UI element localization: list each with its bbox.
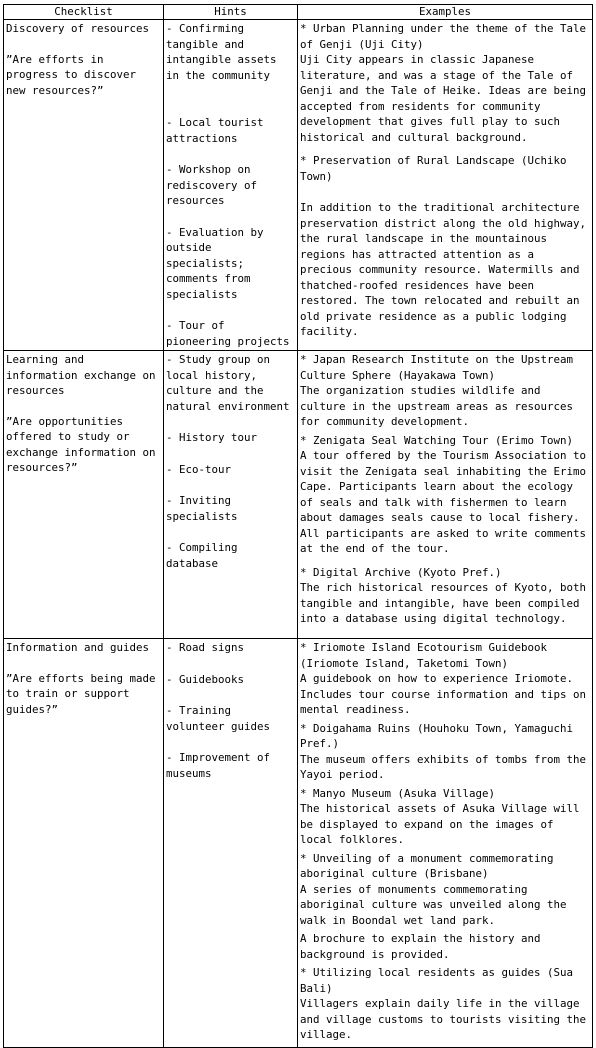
example-text: A series of monuments commemorating aboriginal culture was unveiled along the walk in Boondal wet land park. xyxy=(300,882,567,927)
checklist-title: Information and guides xyxy=(6,641,150,654)
examples-cell xyxy=(298,639,593,1048)
hint-item: - Inviting specialists xyxy=(166,494,238,523)
hint-item: - Tour of pioneering projects xyxy=(166,319,290,348)
example-title: * Preservation of Rural Landscape (Uchiko Town) xyxy=(300,154,567,183)
example-title: * Japan Research Institute on the Upstream Culture Sphere (Hayakawa Town) xyxy=(300,353,574,382)
hint-item: - Confirming tangible and intangible assets in the community xyxy=(166,22,277,82)
examples-cell xyxy=(298,351,593,639)
hint-item: - Guidebooks xyxy=(166,672,245,686)
hint-item: - Road signs xyxy=(166,641,245,654)
example-text: The historical assets of Asuka Village will be displayed to expand on the images of local folklores. xyxy=(300,802,580,846)
hint-item: - Evaluation by outside specialists; comments from specialists xyxy=(166,225,264,301)
hint-item: - Training volunteer guides xyxy=(166,704,271,733)
hints-cell xyxy=(164,20,298,351)
checklist-cell xyxy=(4,639,164,1048)
hints-cell xyxy=(164,351,298,639)
table-header-row xyxy=(4,5,593,20)
hints-cell xyxy=(164,639,298,1048)
example-text: A tour offered by the Tourism Association to visit the Zenigata seal inhabiting the Erimo Cape. Participants learn about the ecology of seals and talk with fishermen to learn about damages seals cause to local fishery. All participants are asked to write comments at the end of the tour. xyxy=(300,449,587,555)
example-title: * Manyo Museum (Asuka Village) xyxy=(300,786,496,800)
checklist-title: Discovery of resources xyxy=(6,22,150,35)
example-text: Uji City appears in classic Japanese literature, and was a stage of the Tale of Genji and the Tale of Heike. Ideas are being accepted from residents for community development that gives full play to such historical and cultural background. xyxy=(300,53,587,144)
hint-item: - Study group on local history, culture and the natural environment xyxy=(166,353,290,413)
hint-item: - Compiling database xyxy=(166,541,238,570)
table-row xyxy=(4,639,593,1048)
examples-cell xyxy=(298,20,593,351)
hint-item: - History tour xyxy=(166,431,258,444)
checklist-question: ”Are opportunities offered to study or exchange information on resources?” xyxy=(6,414,156,474)
example-text: A brochure to explain the history and background is provided. xyxy=(300,932,541,961)
example-title: * Iriomote Island Ecotourism Guidebook (Iriomote Island, Taketomi Town) xyxy=(300,641,548,670)
example-text: Villagers explain daily life in the village and village customs to tourists visiting the village. xyxy=(300,997,587,1041)
example-text: A guidebook on how to experience Iriomote. Includes tour course information and tips on mental readiness. xyxy=(300,672,587,716)
checklist-question: ”Are efforts being made to train or support guides?” xyxy=(6,671,156,716)
checklist-cell xyxy=(4,351,164,639)
table-row xyxy=(4,351,593,639)
example-title: * Urban Planning under the theme of the Tale of Genji (Uji City) xyxy=(300,22,587,51)
checklist-title: Learning and information exchange on resources xyxy=(6,353,156,397)
hint-item: - Improvement of museums xyxy=(166,751,271,780)
table-row xyxy=(4,20,593,351)
column-header-examples: Examples xyxy=(298,5,593,20)
example-text: The organization studies wildlife and culture in the upstream areas as resources for community development. xyxy=(300,384,574,428)
example-title: * Unveiling of a monument commemorating aboriginal culture (Brisbane) xyxy=(300,851,554,880)
checklist-table xyxy=(3,4,593,1048)
example-title: * Doigahama Ruins (Houhoku Town, Yamaguchi Pref.) xyxy=(300,721,574,750)
hint-item: - Eco-tour xyxy=(166,462,232,476)
column-header-hints: Hints xyxy=(164,5,298,20)
example-title: * Utilizing local residents as guides (Sua Bali) xyxy=(300,966,574,995)
checklist-cell xyxy=(4,20,164,351)
example-text: The museum offers exhibits of tombs from the Yayoi period. xyxy=(300,752,587,781)
column-header-checklist: Checklist xyxy=(4,5,164,20)
example-text: The rich historical resources of Kyoto, both tangible and intangible, have been compiled into a database using digital technology. xyxy=(300,581,587,625)
checklist-question: ”Are efforts in progress to discover new resources?” xyxy=(6,52,137,97)
example-title: * Zenigata Seal Watching Tour (Erimo Town) xyxy=(300,433,574,447)
hint-item: - Local tourist attractions xyxy=(166,116,264,145)
example-text: In addition to the traditional architecture preservation district along the old highway, the rural landscape in the mountainous regions has attracted attention as a precious community resource. Watermills and thatched-roofed residences have been restored. The town relocated and rebuilt an old private residence as a public lodging facility. xyxy=(300,201,587,338)
example-title: * Digital Archive (Kyoto Pref.) xyxy=(300,565,502,579)
hint-item: - Workshop on rediscovery of resources xyxy=(166,163,258,207)
